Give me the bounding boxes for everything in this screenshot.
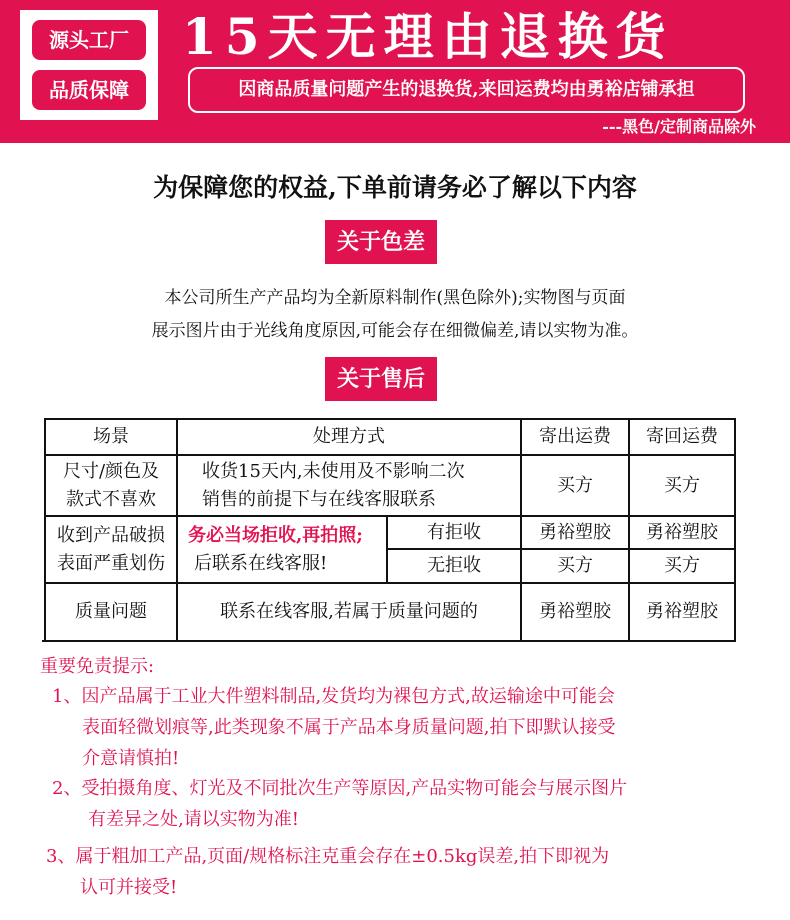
disclaimer-item-3-line1: 3、属于粗加工产品,页面/规格标注克重会存在±0.5kg误差,拍下即视为 xyxy=(46,846,610,867)
row2-sub-refused: 有拒收 xyxy=(427,521,481,543)
row2-refused-ship-out: 勇裕塑胶 xyxy=(539,521,611,543)
page-title: 为保障您的权益,下单前请务必了解以下内容 xyxy=(153,173,637,202)
header-ship-out: 寄出运费 xyxy=(539,426,611,447)
disclaimer-item-3 xyxy=(46,841,609,903)
disclaimer-item-3-line2: 认可并接受! xyxy=(80,877,178,898)
factory-badge: 源头工厂 xyxy=(32,20,146,60)
disclaimer-item-2 xyxy=(52,773,627,835)
row1-method-line2: 销售的前提下与在线客服联系 xyxy=(202,488,436,510)
header-method: 处理方式 xyxy=(313,426,385,447)
color-difference-tag: 关于色差 xyxy=(325,220,437,264)
disclaimer-item-2-line1: 2、受拍摄角度、灯光及不同批次生产等原因,产品实物可能会与展示图片 xyxy=(52,778,628,799)
quality-badge: 品质保障 xyxy=(32,70,146,110)
row3-ship-back: 勇裕塑胶 xyxy=(646,601,718,622)
row1-ship-out: 买方 xyxy=(557,474,593,496)
row1-scene xyxy=(46,456,176,515)
color-paragraph-line-2: 展示图片由于光线角度原因,可能会存在细微偏差,请以实物为准。 xyxy=(151,321,639,341)
row1-scene-line2: 款式不喜欢 xyxy=(66,488,156,510)
row2-not-refused-ship-back: 买方 xyxy=(664,555,700,576)
row3-ship-out: 勇裕塑胶 xyxy=(539,601,611,622)
row1-ship-back: 买方 xyxy=(664,474,700,496)
color-paragraph-line-1: 本公司所生产产品均为全新原料制作(黑色除外);实物图与页面 xyxy=(164,288,626,308)
row3-scene: 质量问题 xyxy=(75,601,147,622)
disclaimer-item-1-line3: 介意请慎拍! xyxy=(82,748,180,769)
disclaimer-item-1-line2: 表面轻微划痕等,此类现象不属于产品本身质量问题,拍下即默认接受 xyxy=(82,717,616,738)
row3-method: 联系在线客服,若属于质量问题的 xyxy=(220,601,478,622)
row2-scene-line2: 表面严重划伤 xyxy=(57,552,165,574)
row2-method xyxy=(178,517,386,582)
row1-scene-line1: 尺寸/颜色及 xyxy=(62,460,160,482)
header-banner xyxy=(0,0,790,143)
row2-sub-not-refused: 无拒收 xyxy=(427,555,481,576)
row2-method-warning: 务必当场拒收,再拍照; xyxy=(188,524,363,546)
return-policy-headline: 15天无理由退换货 xyxy=(182,7,674,66)
table-border-right xyxy=(734,418,736,642)
row2-scene xyxy=(46,517,176,582)
row2-method-rest: 后联系在线客服! xyxy=(194,552,328,574)
row1-method xyxy=(178,456,520,515)
header-scene: 场景 xyxy=(93,426,129,447)
row1-method-line1: 收货15天内,未使用及不影响二次 xyxy=(202,460,465,482)
exclusion-note: ---黑色/定制商品除外 xyxy=(602,117,756,136)
aftersale-tag: 关于售后 xyxy=(325,357,437,401)
shipping-policy-box: 因商品质量问题产生的退换货,来回运费均由勇裕店铺承担 xyxy=(188,67,745,113)
row2-not-refused-ship-out: 买方 xyxy=(557,555,593,576)
disclaimer-item-1 xyxy=(52,681,615,774)
disclaimer-item-2-line2: 有差异之处,请以实物为准! xyxy=(88,809,299,830)
table-border-bottom xyxy=(42,640,736,642)
row2-refused-ship-back: 勇裕塑胶 xyxy=(646,521,718,543)
header-ship-back: 寄回运费 xyxy=(646,426,718,447)
disclaimer-item-1-line1: 1、因产品属于工业大件塑料制品,发货均为裸包方式,故运输途中可能会 xyxy=(52,686,615,707)
badge-box xyxy=(20,10,158,120)
disclaimer-heading: 重要免责提示: xyxy=(40,656,155,677)
row2-scene-line1: 收到产品破损 xyxy=(57,524,165,546)
